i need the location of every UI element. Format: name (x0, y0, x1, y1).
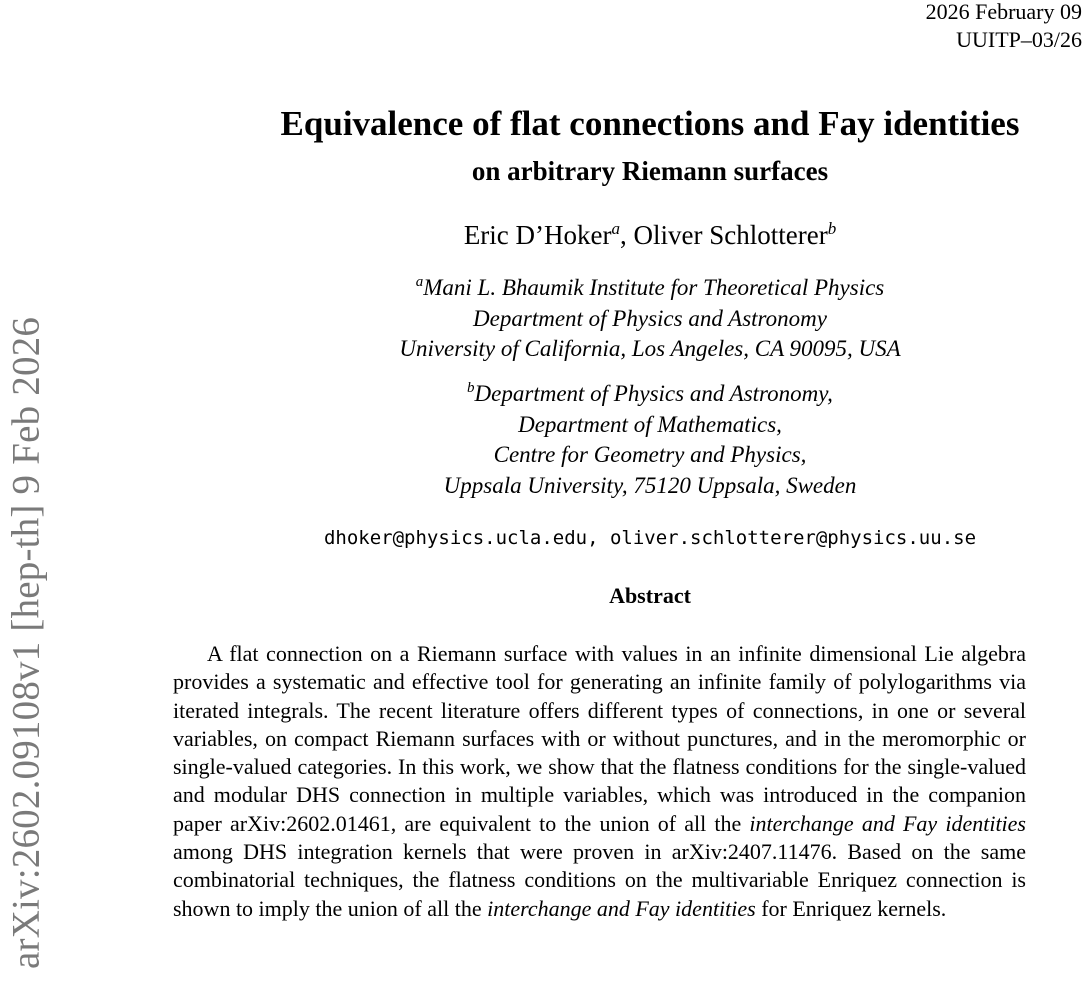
preprint-date: 2026 February 09 (925, 0, 1082, 24)
affiliation-line: Department of Physics and Astronomy (473, 305, 827, 331)
abstract-heading: Abstract (609, 583, 691, 608)
abstract-text (173, 640, 1026, 923)
affiliation-text: Department of Physics and Astronomy, (474, 381, 833, 406)
paper-title: Equivalence of flat connections and Fay identities (280, 104, 1020, 143)
arxiv-stamp: arXiv:2602.09108v1 [hep-th] 9 Feb 2026 (4, 316, 48, 970)
abstract-part: for Enriquez kernels. (755, 895, 947, 921)
author-name: Oliver Schlotterer (633, 220, 828, 250)
preprint-info (926, 0, 1082, 54)
author-list (110, 217, 1087, 253)
affiliation-line: Uppsala University, 75120 Uppsala, Sweden (443, 472, 857, 498)
affiliation-text: Mani L. Bhaumik Institute for Theoretical Physics (423, 275, 885, 300)
paper-subtitle: on arbitrary Riemann surfaces (471, 156, 829, 186)
abstract-emphasis: interchange and Fay identities (487, 895, 756, 921)
author-affiliation-mark: b (827, 219, 837, 238)
author-separator: , (620, 220, 634, 250)
author-name: Eric D’Hoker (463, 220, 612, 250)
affiliation-mark: b (467, 380, 475, 396)
affiliation-line (110, 379, 1087, 410)
arxiv-sidebar (0, 0, 52, 998)
affiliation-a (110, 273, 1087, 365)
affiliation-line: University of California, Los Angeles, CA 90095, USA (399, 336, 901, 361)
author-emails: dhoker@physics.ucla.edu, oliver.schlotterer@physics.uu.se (323, 527, 977, 549)
abstract-part: A flat connection on a Riemann surface with values in an infinite dimensional Lie algebra provides a systematic and effective tool for generating an infinite family of polylogarithms via iterated integrals. The recent literature offers different types of connections, in one or several variables, on compact Riemann surfaces with or without punctures, and in the meromorphic or single-valued categories. In this work, we show that the flatness conditions for the single-valued and modular DHS connection in multiple variables, which was introduced in the companion paper arXiv:2602.01461, are equivalent to the union of all the (173, 641, 1026, 836)
abstract-part: among DHS integration kernels that were proven in arXiv:2407.11476. Based on the same combinatorial techniques, the flatness conditions on the multivariable Enriquez connection is shown to imply the union of all the (173, 839, 1026, 921)
affiliation-b (110, 379, 1087, 501)
author-affiliation-mark: a (611, 219, 620, 238)
affiliation-line: Department of Mathematics, (518, 411, 782, 437)
abstract-emphasis: interchange and Fay identities (749, 810, 1026, 836)
affiliation-line: Centre for Geometry and Physics, (493, 442, 807, 467)
affiliation-line (110, 273, 1087, 304)
affiliation-mark: a (415, 274, 424, 290)
report-number: UUITP–03/26 (956, 27, 1082, 52)
